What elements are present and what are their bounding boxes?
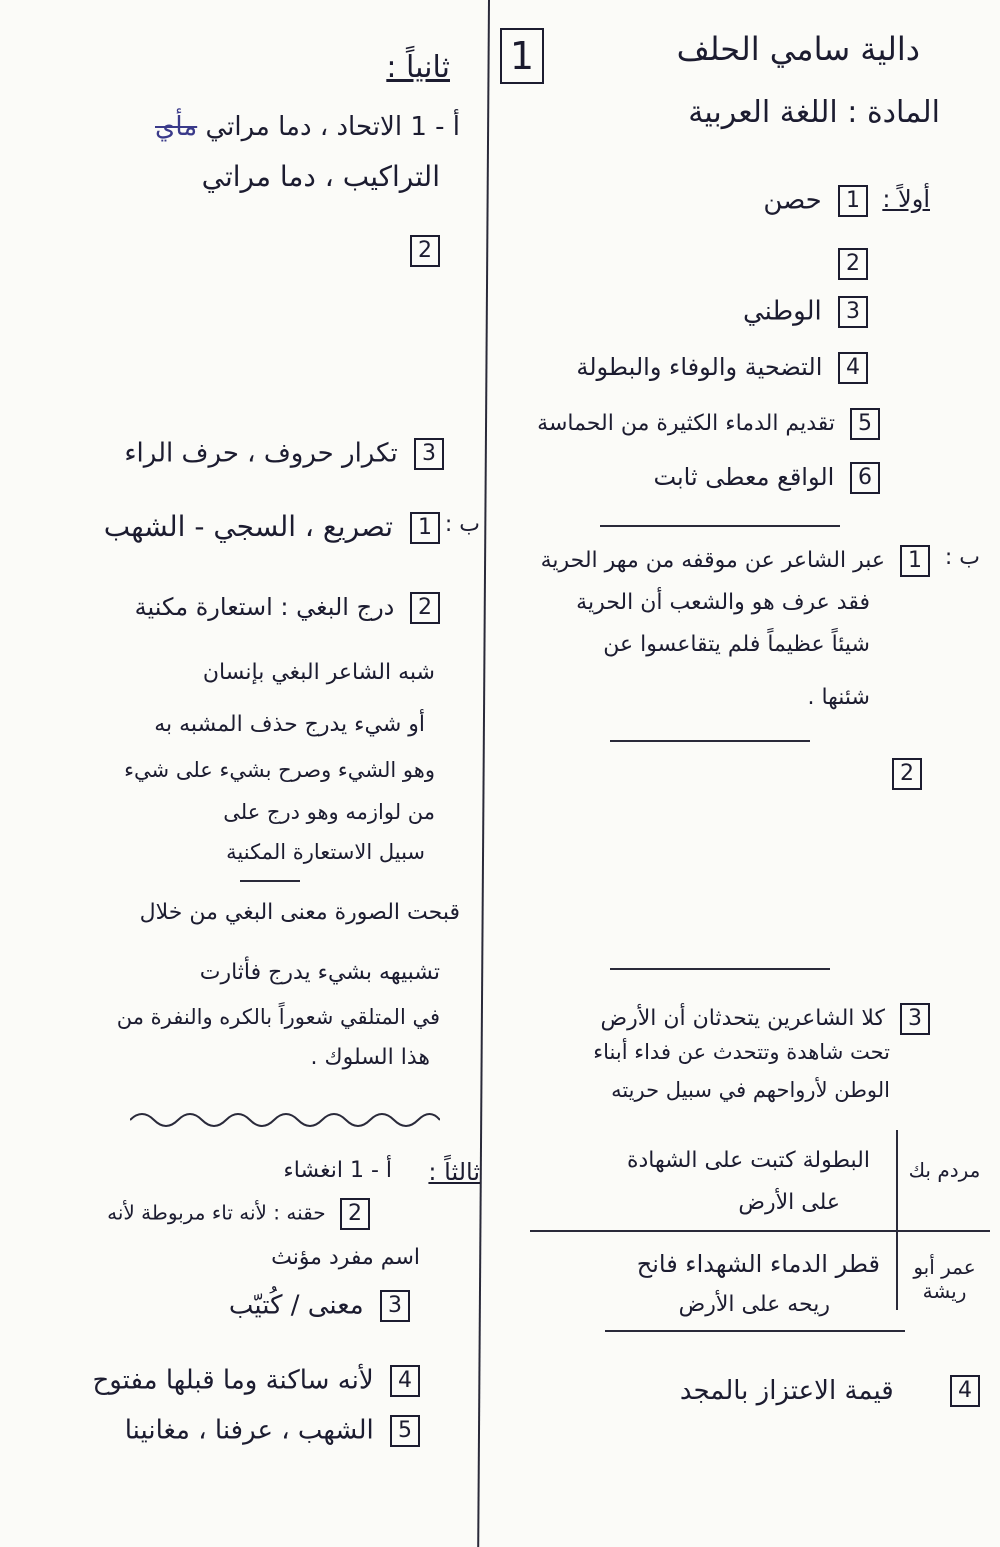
answer-text: الشهب ، عرفنا ، مغانينا xyxy=(124,1415,374,1446)
right-column xyxy=(495,0,990,1547)
item-number: 6 xyxy=(850,462,880,494)
part-b-item xyxy=(135,592,440,624)
item-number: 3 xyxy=(838,296,868,328)
item-number: 4 xyxy=(390,1365,420,1397)
item-number: 2 xyxy=(838,248,868,280)
effect-line: قبحت الصورة معنى البغي من خلال xyxy=(139,900,460,925)
item-prefix: أ - 1 xyxy=(410,112,460,142)
part-one-heading: أولاً : xyxy=(882,185,930,213)
wavy-separator xyxy=(130,1105,440,1135)
page-number: 1 xyxy=(509,34,535,78)
item-number: 3 xyxy=(900,1003,930,1035)
explain-line: وهو الشيء وصرح بشيء على شيء xyxy=(124,758,435,782)
part-three-item xyxy=(107,1198,370,1230)
part-one-item xyxy=(763,185,868,217)
left-column xyxy=(10,0,480,1547)
part-one-item xyxy=(653,462,880,494)
table-divider xyxy=(896,1130,898,1310)
item-text: حصن xyxy=(763,185,822,216)
answer-line: الوطن لأرواحهم في سبيل حريته xyxy=(611,1078,890,1102)
item-number: 3 xyxy=(414,438,444,470)
item-number: 4 xyxy=(950,1375,980,1407)
part-one-item xyxy=(830,248,868,280)
struck-text: مأي xyxy=(154,112,198,142)
explain-line: أو شيء يدرج حذف المشبه به xyxy=(154,712,425,737)
item-number: 5 xyxy=(390,1415,420,1447)
part-three-item xyxy=(125,1415,420,1447)
item-number: 2 xyxy=(410,592,440,624)
part-b-label: ب : xyxy=(944,545,980,570)
explain-line: من لوازمه وهو درج على xyxy=(223,800,435,824)
effect-line: في المتلقي شعوراً بالكره والنفرة من xyxy=(116,1005,440,1029)
table-cell-line: ريحه على الأرض xyxy=(678,1292,830,1317)
part-b-item xyxy=(680,1375,980,1407)
answer-text: تصريع ، السجي - الشهب xyxy=(103,510,394,543)
table-row-label: مردم بك xyxy=(908,1158,981,1182)
part-two-item xyxy=(402,235,440,267)
item-number: 2 xyxy=(892,758,922,790)
school-name: دالية سامي الحلف xyxy=(676,30,920,68)
item-number: 1 xyxy=(838,185,868,217)
part-three-a xyxy=(283,1158,392,1183)
table-row-label: عمر أبو ريشة xyxy=(913,1255,976,1303)
table-cell-line: البطولة كتبت على الشهادة xyxy=(626,1148,870,1173)
part-two-heading: ثانياً : xyxy=(386,50,450,85)
effect-line: تشبيهه بشيء يدرج فأثارت xyxy=(199,960,440,985)
answer-text: الاتحاد ، دما مراتي xyxy=(205,112,403,142)
separator-line xyxy=(610,740,810,742)
item-number: 4 xyxy=(838,352,868,384)
part-b-item xyxy=(884,758,922,790)
answer-line: فقد عرف هو والشعب أن الحرية xyxy=(576,590,870,615)
answer-line: شئنها . xyxy=(807,685,870,710)
part-two-item xyxy=(124,438,444,470)
part-one-item xyxy=(537,408,880,440)
item-prefix: أ - 1 xyxy=(349,1158,392,1183)
item-text: تقديم الدماء الكثيرة من الحماسة xyxy=(537,411,835,436)
item-number: 1 xyxy=(410,512,440,544)
item-number: 5 xyxy=(850,408,880,440)
part-b-item xyxy=(541,545,930,577)
part-three-item xyxy=(92,1365,420,1397)
part-three-heading: ثالثاً : xyxy=(428,1158,480,1186)
answer-text: تكرار حروف ، حرف الراء xyxy=(124,438,398,469)
table-cell-line: قطر الدماء الشهداء فانح xyxy=(636,1250,880,1278)
part-three-item xyxy=(229,1290,410,1322)
answer-text: عبر الشاعر عن موقفه من مهر الحرية xyxy=(540,548,885,573)
explain-line: شبه الشاعر البغي بإنسان xyxy=(202,660,435,685)
answer-line: اسم مفرد مؤنث xyxy=(271,1245,420,1270)
answer-line: التراكيب ، دما مراتي xyxy=(201,160,440,193)
table-bottom-line xyxy=(605,1330,905,1332)
answer-text: كلا الشاعرين يتحدثان أن الأرض xyxy=(600,1006,885,1031)
effect-line: هذا السلوك . xyxy=(310,1045,430,1070)
item-text: التضحية والوفاء والبطولة xyxy=(576,353,823,381)
answer-text: حقنه : لأنه تاء مربوطة لأنه xyxy=(107,1200,326,1225)
answer-text: قيمة الاعتزاز بالمجد xyxy=(679,1375,894,1406)
part-b-item xyxy=(104,510,440,544)
table-row-line xyxy=(530,1230,990,1232)
subject-line: المادة : اللغة العربية xyxy=(688,95,940,130)
separator-line xyxy=(240,880,300,882)
separator-line xyxy=(610,968,830,970)
table-cell-line: على الأرض xyxy=(738,1190,840,1215)
item-number: 3 xyxy=(380,1290,410,1322)
answer-text: درج البغي : استعارة مكنية xyxy=(134,593,395,621)
answer-text: انغشاء xyxy=(283,1158,343,1183)
part-two-a-line xyxy=(155,112,460,142)
part-one-item xyxy=(743,296,868,328)
item-number: 2 xyxy=(340,1198,370,1230)
part-b-item xyxy=(601,1003,931,1035)
separator-line xyxy=(600,525,840,527)
part-b-label: ب : xyxy=(444,512,480,537)
item-number: 1 xyxy=(900,545,930,577)
item-number: 2 xyxy=(410,235,440,267)
item-text: الوطني xyxy=(742,296,822,327)
answer-text: لأنه ساكنة وما قبلها مفتوح xyxy=(92,1365,374,1396)
item-text: الواقع معطى ثابت xyxy=(653,463,835,491)
part-one-item xyxy=(576,352,868,384)
explain-line: سبيل الاستعارة المكنية xyxy=(226,840,425,864)
answer-text: معنى / كُتيّب xyxy=(228,1290,364,1321)
answer-line: شيئاً عظيماً فلم يتقاعسوا عن xyxy=(603,632,870,657)
answer-line: تحت شاهدة وتتحدث عن فداء أبناء xyxy=(593,1040,890,1064)
